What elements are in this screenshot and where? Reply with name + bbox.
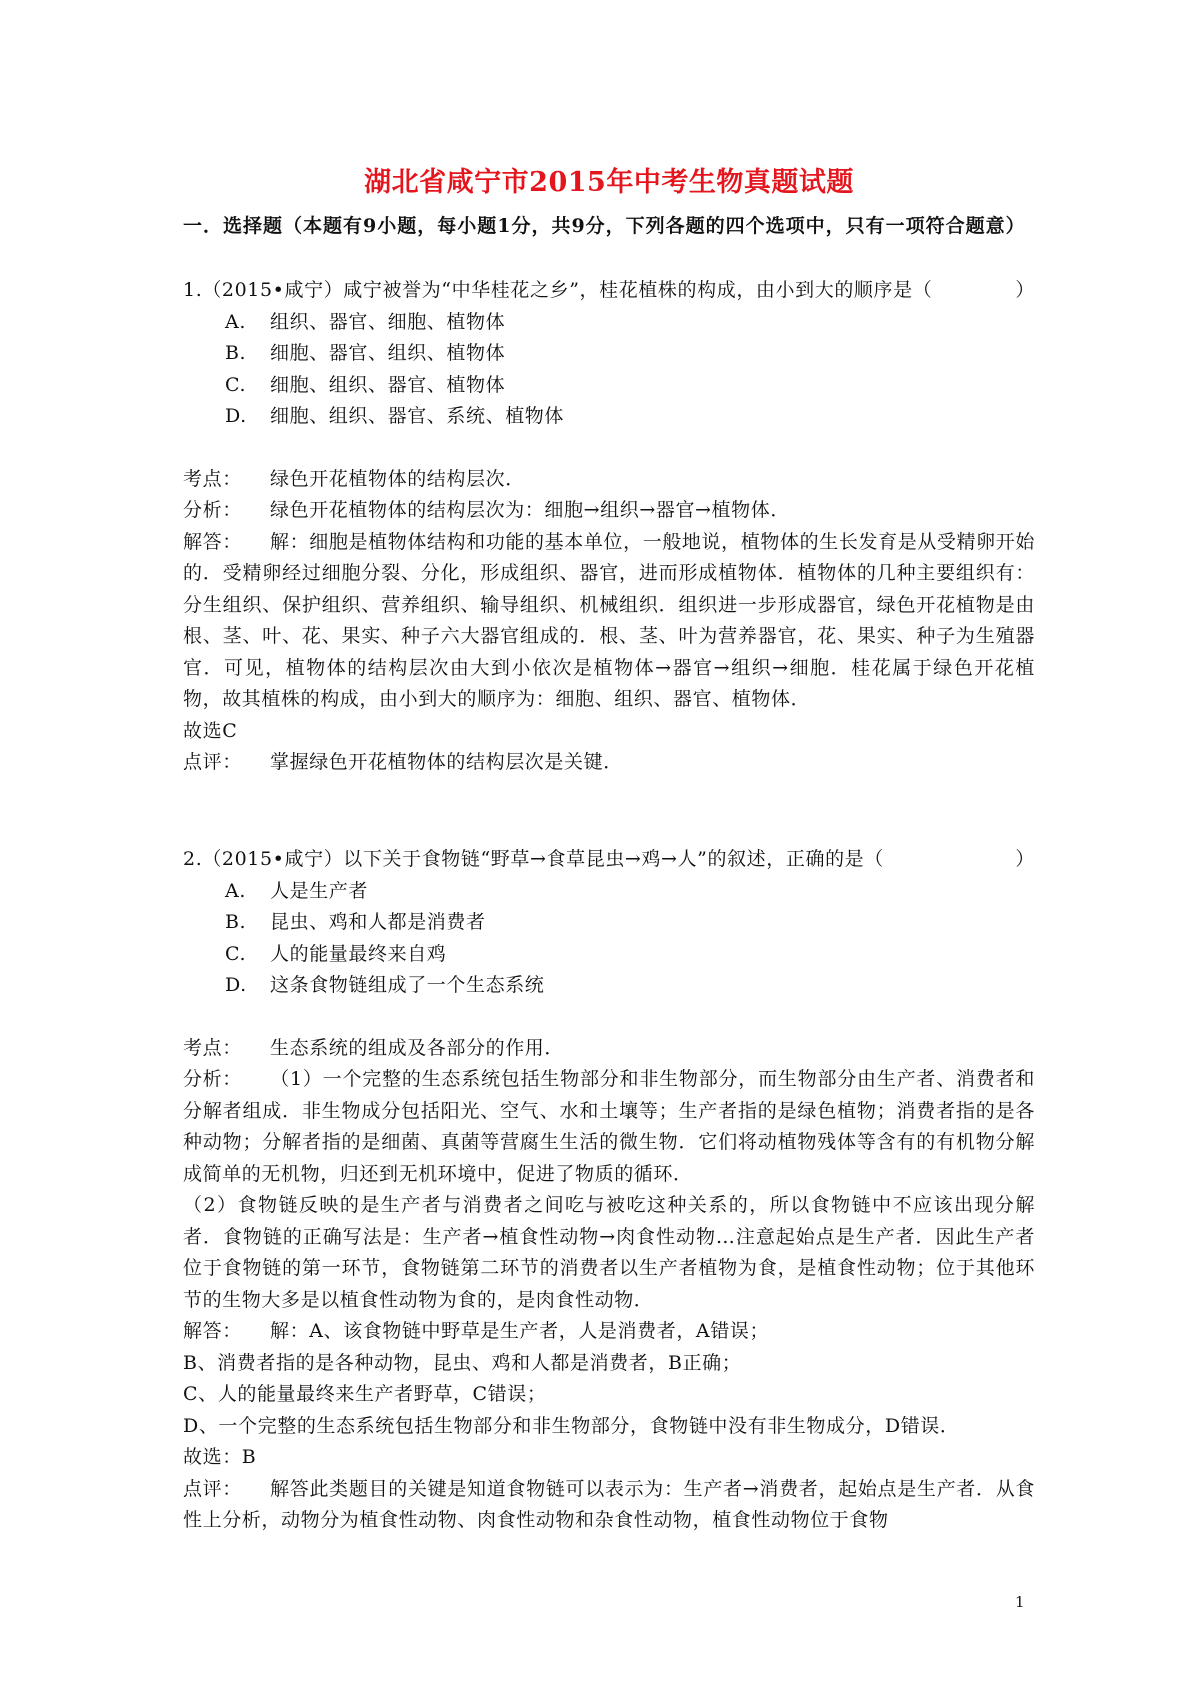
option-letter: B.: [225, 342, 247, 364]
dianping-row: [183, 747, 1035, 779]
fenxi-row: [183, 495, 1035, 527]
option-text: 人是生产者: [270, 879, 369, 902]
answer-paren-close: ）: [1015, 848, 1035, 870]
option-letter: C.: [225, 942, 247, 965]
question-2: [183, 844, 1035, 1537]
question-stem: [183, 275, 1035, 307]
dianping-label: 点评：: [183, 1477, 242, 1500]
jieda-text-b: B、消费者指的是各种动物，昆虫、鸡和人都是消费者，B正确；: [183, 1351, 742, 1374]
dianping-paragraph: [183, 1474, 1035, 1537]
answer-paren-close: ）: [1015, 279, 1035, 301]
option-d: [183, 970, 1035, 1002]
question-1: [183, 275, 1035, 779]
jieda-text-c: C、人的能量最终来生产者野草，C错误；: [183, 1383, 547, 1405]
option-text: 细胞、组织、器官、系统、植物体: [270, 405, 565, 427]
option-a: [183, 876, 1035, 908]
question-stem: [183, 844, 1035, 876]
option-text: 细胞、器官、组织、植物体: [270, 342, 506, 364]
option-text: 细胞、组织、器官、植物体: [270, 373, 506, 396]
question-stem-text: 2.（2015•咸宁）以下关于食物链“野草→食草昆虫→鸡→人”的叙述，正确的是（: [183, 848, 884, 870]
option-text: 这条食物链组成了一个生态系统: [270, 974, 545, 996]
option-letter: A.: [225, 879, 246, 902]
section-heading: 一．选择题（本题有9小题，每小题1分，共9分，下列各题的四个选项中，只有一项符合题意）: [183, 215, 1026, 237]
option-b: [183, 338, 1035, 370]
option-b: [183, 907, 1035, 939]
dianping-text: 解答此类题目的关键是知道食物链可以表示为：生产者→消费者，起始点是生产者．从食性上分析，动物分为植食性动物、肉食性动物和杂食性动物，植食性动物位于食物: [183, 1477, 1035, 1531]
kaodian-label: 考点：: [183, 467, 242, 490]
jieda-text: 解：细胞是植物体结构和功能的基本单位，一般地说，植物体的生长发育是从受精卵开始的．受精卵经过细胞分裂、分化，形成组织、器官，进而形成植物体．植物体的几种主要组织有：分生组织、保护组织、营养组织、输导组织、机械组织．组织进一步形成器官，绿色开花植物是由根、茎、叶、花、果实、种子六大器官组成的．根、茎、叶为营养器官，花、果实、种子为生殖器官．可见，植物体的结构层次由大到小依次是植物体→器官→组织→细胞．桂花属于绿色开花植物，故其植株的构成，由小到大的顺序为：细胞、组织、器官、植物体．: [183, 530, 1035, 710]
option-c: [183, 370, 1035, 402]
answer-line: 故选C: [183, 719, 238, 742]
option-text: 人的能量最终来自鸡: [270, 942, 447, 965]
fenxi-text-1: （1）一个完整的生态系统包括生物部分和非生物部分，而生物部分由生产者、消费者和分解者组成．非生物成分包括阳光、空气、水和土壤等；生产者指的是绿色植物；消费者指的是各种动物；分解者指的是细菌、真菌等营腐生生活的微生物．它们将动植物残体等含有的有机物分解成简单的无机物，归还到无机环境中，促进了物质的循环．: [183, 1068, 1035, 1185]
option-d: [183, 401, 1035, 433]
jieda-label: 解答：: [183, 530, 242, 553]
jieda-text-d: D、一个完整的生态系统包括生物部分和非生物部分，食物链中没有非生物成分，D错误．: [183, 1414, 960, 1437]
dianping-text: 掌握绿色开花植物体的结构层次是关键．: [270, 751, 623, 773]
fenxi-label: 分析：: [183, 1068, 242, 1090]
fenxi-paragraph-2: （2）食物链反映的是生产者与消费者之间吃与被吃这种关系的，所以食物链中不应该出现分解者．食物链的正确写法是：生产者→植食性动物→肉食性动物…注意起始点是生产者．因此生产者位于食物链的第一环节，食物链第二环节的消费者以生产者植物为食，是植食性动物；位于其他环节的生物大多是以植食性动物为食的，是肉食性动物．: [183, 1194, 1035, 1311]
jieda-paragraph: [183, 527, 1035, 716]
option-letter: A.: [225, 310, 246, 333]
fenxi-paragraph: [183, 1064, 1035, 1190]
option-letter: D.: [225, 405, 247, 427]
fenxi-text: 绿色开花植物体的结构层次为：细胞→组织→器官→植物体．: [270, 499, 790, 521]
option-text: 组织、器官、细胞、植物体: [270, 310, 506, 333]
option-letter: C.: [225, 373, 247, 396]
option-letter: D.: [225, 974, 247, 996]
option-letter: B.: [225, 911, 247, 933]
jieda-text-a: 解：A、该食物链中野草是生产者，人是消费者，A错误；: [270, 1320, 770, 1342]
page-title: 湖北省咸宁市2015年中考生物真题试题: [364, 167, 854, 198]
answer-line: 故选：B: [183, 1446, 257, 1468]
dianping-label: 点评：: [183, 751, 242, 773]
kaodian-row: [183, 1033, 1035, 1065]
page-number: 1: [1015, 1593, 1025, 1611]
kaodian-row: [183, 464, 1035, 496]
kaodian-text: 生态系统的组成及各部分的作用．: [270, 1036, 565, 1059]
kaodian-label: 考点：: [183, 1036, 242, 1059]
fenxi-label: 分析：: [183, 499, 242, 521]
option-text: 昆虫、鸡和人都是消费者: [270, 911, 486, 933]
option-a: [183, 307, 1035, 339]
question-stem-text: 1.（2015•咸宁）咸宁被誉为“中华桂花之乡”，桂花植株的构成，由小到大的顺序是（: [183, 279, 933, 301]
option-c: [183, 939, 1035, 971]
jieda-label: 解答：: [183, 1320, 242, 1342]
jieda-row: [183, 1316, 1035, 1348]
kaodian-text: 绿色开花植物体的结构层次．: [270, 467, 525, 490]
